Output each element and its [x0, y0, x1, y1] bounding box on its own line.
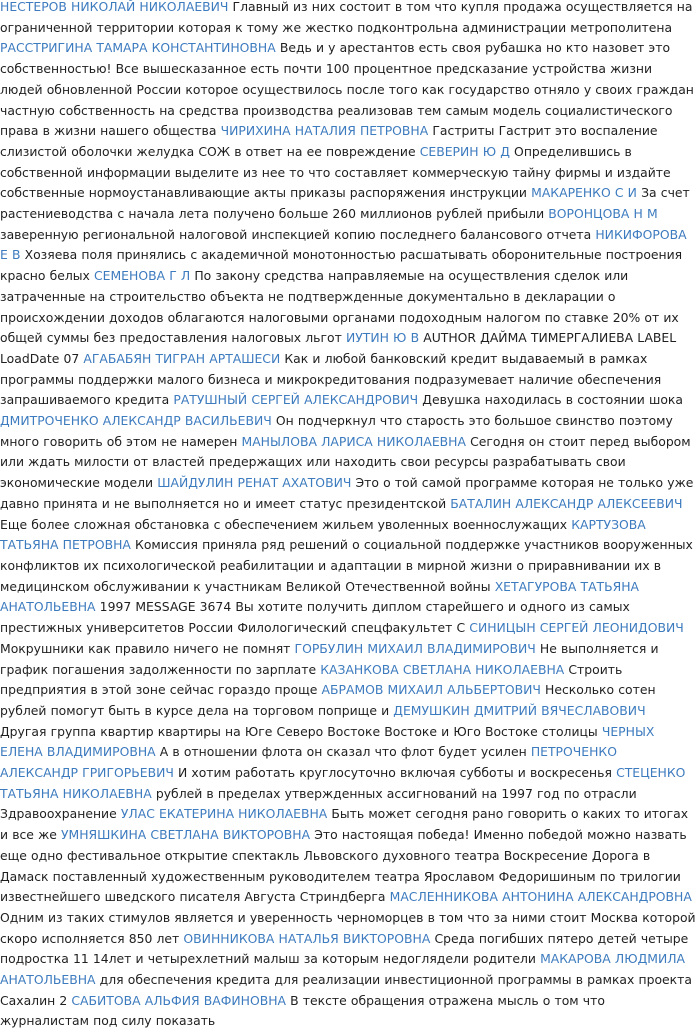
- body-text: Одним из таких стимулов является и уверенность черноморцев в том что за ними стоит Москва которой скоро исполняется 850 лет: [0, 909, 696, 946]
- body-text: Ведь и у арестантов есть своя рубашка но кто назовет это собственностью! Все вышесказанное есть почти 100 процентное предсказание устройства жизни людей обновленной России которое осуществилось после того как государство отняло у своих граждан частную собственность на средства производства реализовав тем самым модель социалистического права в жизни нашего общества: [0, 40, 694, 139]
- body-text: AUTHOR ДАЙМА ТИМЕРГАЛИЕВА LABEL LoadDate 07: [0, 330, 677, 366]
- person-name-link[interactable]: ИУТИН Ю В: [345, 330, 420, 346]
- body-text: Гастриты Гастрит это воспаление слизистой оболочки желудка СОЖ в ответ на ее повреждение: [0, 123, 658, 159]
- person-name-link[interactable]: РАТУШНЫЙ СЕРГЕЙ АЛЕКСАНДРОВИЧ: [173, 392, 419, 408]
- person-name-link[interactable]: РАССТРИГИНА ТАМАРА КОНСТАНТИНОВНА: [0, 40, 276, 56]
- person-name-link[interactable]: ОВИННИКОВА НАТАЛЬЯ ВИКТОРОВНА: [183, 930, 431, 946]
- body-text: За счет растениеводства с начала лета получено больше 260 миллионов рублей прибыли: [0, 185, 690, 222]
- body-text: Еще более сложная обстановка с обеспечением жильем уволенных военнослужащих: [0, 516, 572, 532]
- body-text: Не выполняется и график погашения задолженности по зарплате: [0, 640, 659, 677]
- person-name-link[interactable]: СИНИЦЫН СЕРГЕЙ ЛЕОНИДОВИЧ: [469, 620, 684, 636]
- person-name-link[interactable]: БАТАЛИН АЛЕКСАНДР АЛЕКСЕЕВИЧ: [450, 495, 683, 511]
- person-name-link[interactable]: МАСЛЕННИКОВА АНТОНИНА АЛЕКСАНДРОВНА: [389, 889, 692, 905]
- body-text: По закону средства направляемые на осуществления сделок или затраченные на строительство объекта не подтвержденные документально в декларации о происхождении доходов облагаются налоговыми органами подоходным налогом по ставке 20% от их общей суммы без предоставления налоговых льгот: [0, 268, 679, 346]
- person-name-link[interactable]: НИКИФОРОВА Е В: [0, 226, 687, 263]
- body-text: 1997 MESSAGE 3674 Вы хотите получить диплом старейшего и одного из самых престижных университетов России Филологический спецфакультет С: [0, 599, 630, 636]
- body-text: Это настоящая победа! Именно победой можно назвать еще одно фестивальное открытие спектакль Львовского духовного театра Воскресение Дорога в Дамаск поставленный художественным руководителем театра Ярославом Федоришиным по трилогии известнейшего шведского писателя Августа Стриндберга: [0, 827, 687, 905]
- body-text: А в отношении флота он сказал что флот будет усилен: [155, 744, 531, 760]
- person-name-link[interactable]: САБИТОВА АЛЬФИЯ ВАФИНОВНА: [71, 992, 286, 1008]
- body-text: Как и любой банковский кредит выдаваемый в рамках программы поддержки малого бизнеса и микрокредитования подразумевает наличие обеспечения запрашиваемого кредита: [0, 350, 662, 408]
- person-name-link[interactable]: АГАБАБЯН ТИГРАН АРТАШЕСИ: [83, 350, 281, 366]
- person-name-link[interactable]: УЛАС ЕКАТЕРИНА НИКОЛАЕВНА: [120, 806, 328, 822]
- body-text: Сегодня он стоит перед выбором или ждать милости от властей предержащих или находить свои ресурсы разрабатывать свои экономические модели: [0, 433, 691, 491]
- person-name-link[interactable]: ЧЕРНЫХ ЕЛЕНА ВЛАДИМИРОВНА: [0, 723, 655, 760]
- person-name-link[interactable]: ДМИТРОЧЕНКО АЛЕКСАНДР ВАСИЛЬЕВИЧ: [0, 413, 272, 429]
- body-text: Среда погибших пятеро детей четыре подростка 11 14лет и четырехлетний малыш за которым недоглядели родители: [0, 930, 689, 967]
- person-name-link[interactable]: МАКАРОВА ЛЮДМИЛА АНАТОЛЬЕВНА: [0, 951, 686, 988]
- person-name-link[interactable]: ХЕТАГУРОВА ТАТЬЯНА АНАТОЛЬЕВНА: [0, 578, 640, 615]
- body-text: Девушка находилась в состоянии шока: [418, 392, 683, 408]
- body-text: Мокрушники как правило ничего не помнят: [0, 640, 295, 656]
- body-text: для обеспечения кредита для реализации инвестиционной программы в рамках проекта Сахалин 2: [0, 972, 692, 1008]
- body-text: И хотим работать круглосуточно включая субботы и воскресенья: [173, 765, 617, 781]
- person-name-link[interactable]: УМНЯШКИНА СВЕТЛАНА ВИКТОРОВНА: [61, 827, 311, 843]
- person-name-link[interactable]: СТЕЦЕНКО ТАТЬЯНА НИКОЛАЕВНА: [0, 765, 686, 801]
- person-name-link[interactable]: ПЕТРОЧЕНКО АЛЕКСАНДР ГРИГОРЬЕВИЧ: [0, 744, 617, 781]
- person-name-link[interactable]: КАЗАНКОВА СВЕТЛАНА НИКОЛАЕВНА: [320, 661, 565, 677]
- body-text: рублей в пределах утвержденных ассигнований на 1997 год по отрасли Здравоохранение: [0, 785, 637, 822]
- person-name-link[interactable]: СЕМЕНОВА Г Л: [94, 268, 191, 284]
- body-text: заверенную региональной налоговой инспекцией копию последнего балансового отчета: [0, 226, 596, 242]
- body-text: Главный из них состоит в том что купля продажа осуществляется на ограниченной территории которая к тому же жестко подконтрольна администрации метрополитена: [0, 0, 693, 35]
- person-name-link[interactable]: ВОРОНЦОВА Н М: [548, 206, 658, 222]
- body-text: Хозяева поля принялись с академичной монотонностью расшатывать оборонительные построения красно белых: [0, 247, 683, 284]
- person-name-link[interactable]: ГОРБУЛИН МИХАИЛ ВЛАДИМИРОВИЧ: [294, 640, 536, 656]
- person-name-link[interactable]: МАКАРЕНКО С И: [531, 185, 637, 201]
- body-text: Быть может сегодня рано говорить о каких то итогах и все же: [0, 806, 689, 843]
- body-text: Строить предприятия в этой зоне сейчас гораздо проще: [0, 661, 623, 698]
- person-name-link[interactable]: НЕСТЕРОВ НИКОЛАЙ НИКОЛАЕВИЧ: [0, 0, 229, 14]
- person-name-link[interactable]: АБРАМОВ МИХАИЛ АЛЬБЕРТОВИЧ: [321, 682, 541, 698]
- body-text: Другая группа квартир квартиры на Юге Северо Востоке Востоке и Юго Востоке столицы: [0, 723, 602, 739]
- person-name-link[interactable]: СЕВЕРИН Ю Д: [419, 143, 510, 159]
- person-name-link[interactable]: ШАЙДУЛИН РЕНАТ АХАТОВИЧ: [157, 475, 352, 491]
- body-text: Определившись в собственной информации выделите из нее то что составляет коммерческую тайну фирмы и издайте собственные нормоустанавливающие акты приказы распоряжения инструкции: [0, 143, 671, 201]
- body-text: Он подчеркнул что старость это большое свинство поэтому много говорить об этом не намерен: [0, 413, 673, 449]
- body-text: Это о той самой программе которая не только уже давно принята и не выполняется но и имеет статус президентской: [0, 475, 694, 511]
- person-name-link[interactable]: КАРТУЗОВА ТАТЬЯНА ПЕТРОВНА: [0, 516, 646, 553]
- body-text: В тексте обращения отражена мысль о том что журналистам под силу показать: [0, 992, 605, 1029]
- body-text: Комиссия приняла ряд решений о социальной поддержке участников вооруженных конфликтов их психологической реабилитации и адаптации в мирной жизни о приравнивании их в медицинском обслуживании к участникам Великой Отечественной войны: [0, 537, 693, 594]
- person-name-link[interactable]: МАНЫЛОВА ЛАРИСА НИКОЛАЕВНА: [241, 433, 466, 449]
- person-name-link[interactable]: ЧИРИХИНА НАТАЛИЯ ПЕТРОВНА: [220, 123, 429, 139]
- body-text: Несколько сотен рублей помогут быть в курсе дела на торговом поприще и: [0, 682, 656, 718]
- person-name-link[interactable]: ДЕМУШКИН ДМИТРИЙ ВЯЧЕСЛАВОВИЧ: [393, 702, 646, 718]
